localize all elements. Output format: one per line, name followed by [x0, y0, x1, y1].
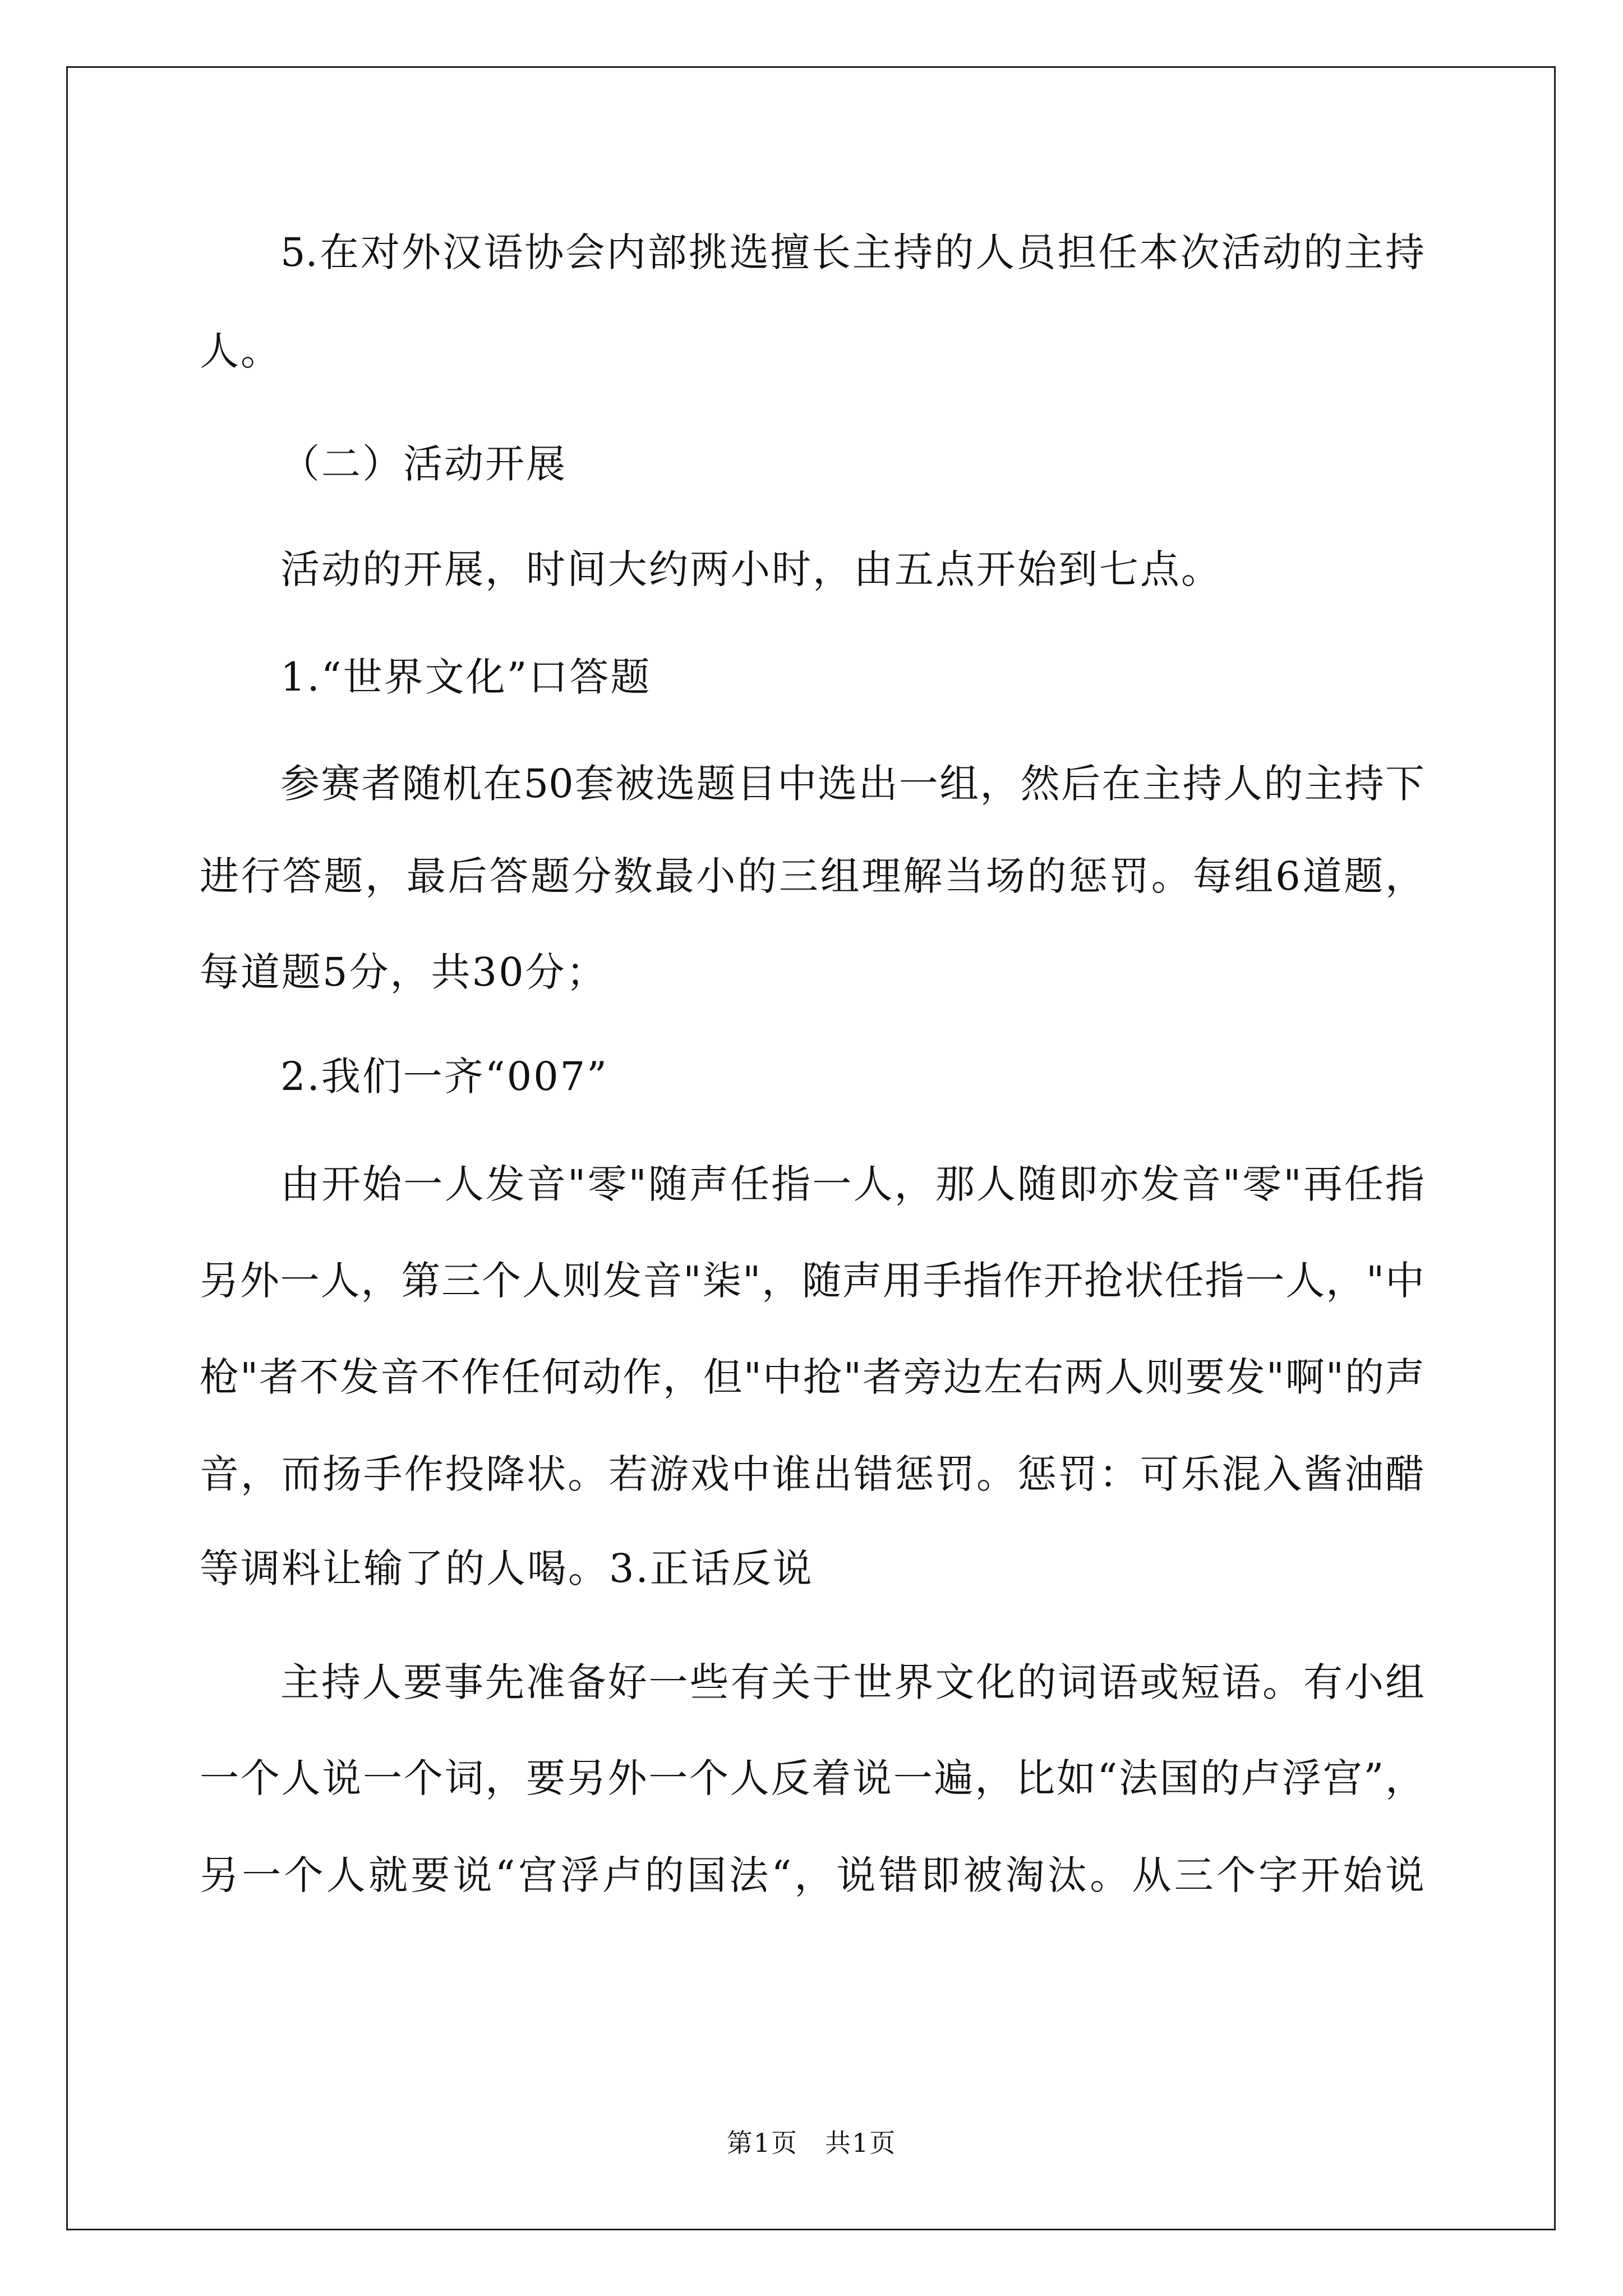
text-line: 由开始一人发音"零"随声任指一人，那人随即亦发音"零"再任指: [280, 1161, 1424, 1207]
text-line: 每道题5分，共30分；: [200, 949, 607, 995]
text-line: 一个人说一个词，要另外一个人反着说一遍，比如“法国的卢浮宫”，: [200, 1755, 1424, 1801]
text-line: 参赛者随机在50套被选题目中选出一组，然后在主持人的主持下: [280, 761, 1424, 807]
text-line: 等调料让输了的人喝。3.正话反说: [200, 1545, 814, 1591]
section-heading: （二）活动开展: [280, 441, 567, 487]
text-line: 音，而扬手作投降状。若游戏中谁出错惩罚。惩罚：可乐混入酱油醋: [200, 1451, 1424, 1497]
text-line: 5.在对外汉语协会内部挑选擅长主持的人员担任本次活动的主持: [280, 229, 1424, 275]
text-line: 活动的开展，时间大约两小时，由五点开始到七点。: [280, 546, 1222, 592]
text-line: 枪"者不发音不作任何动作，但"中抢"者旁边左右两人则要发"啊"的声: [200, 1354, 1424, 1400]
text-line: 人。: [200, 328, 282, 374]
text-line: 另一个人就要说“宫浮卢的国法“，说错即被淘汰。从三个字开始说: [200, 1852, 1424, 1898]
page-border: [66, 66, 1556, 2230]
item-heading: 1.“世界文化”口答题: [280, 654, 652, 700]
text-line: 进行答题，最后答题分数最小的三组理解当场的惩罚。每组6道题，: [200, 853, 1424, 899]
text-line: 主持人要事先准备好一些有关于世界文化的词语或短语。有小组: [280, 1659, 1424, 1705]
page-number: 第1页 共1页: [726, 2128, 897, 2158]
item-heading: 2.我们一齐“007”: [280, 1053, 608, 1099]
text-line: 另外一人，第三个人则发音"柒"，随声用手指作开抢状任指一人，"中: [200, 1258, 1424, 1304]
